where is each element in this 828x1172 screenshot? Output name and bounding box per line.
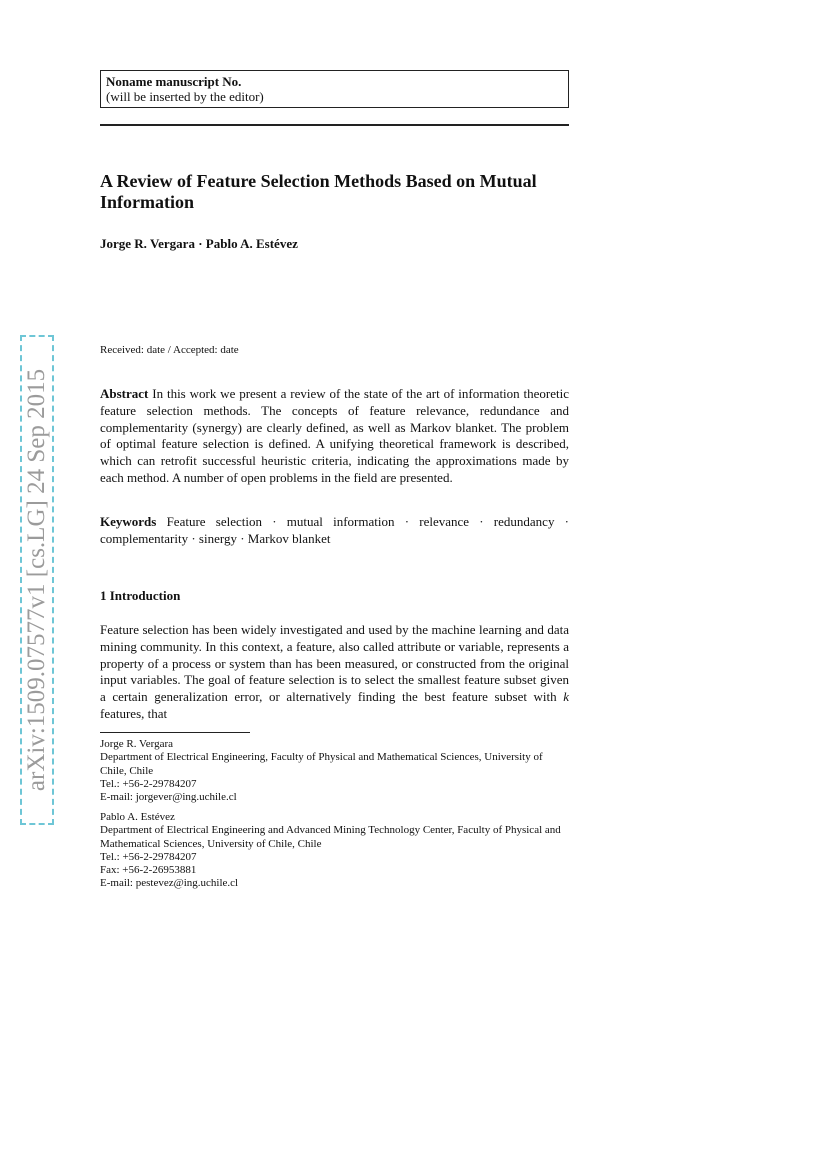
footnote-author-1 xyxy=(100,738,569,804)
keywords-text: Feature selection · mutual information · relevance · redundancy · complementarity · sinergy · Markov blanket xyxy=(100,514,570,546)
footnote-name: Pablo A. Estévez xyxy=(100,811,175,823)
introduction-paragraph xyxy=(100,622,569,723)
section-heading: 1 Introduction xyxy=(100,588,181,603)
abstract xyxy=(100,386,569,487)
editor-note: (will be inserted by the editor) xyxy=(106,89,264,104)
keywords xyxy=(100,514,569,548)
introduction-text-end: features, that xyxy=(100,705,168,721)
arxiv-stamp xyxy=(20,335,54,825)
abstract-label: Abstract xyxy=(100,386,149,401)
keywords-label: Keywords xyxy=(100,514,157,529)
editor-box xyxy=(100,70,569,108)
footnote-fax: Fax: +56-2-26953881 xyxy=(100,864,197,877)
abstract-text: In this work we present a review of the state of the art of information theoretic feature selection methods. The concepts of feature relevance, redundance and complementarity (synergy) are clearly defined, as well as Markov blanket. The problem of optimal feature selection is defined. A unifying theoretical framework is described, which can retrofit successful heuristic criteria, indicating the approximations made by each method. A number of open problems in the field are presented. xyxy=(100,386,570,485)
footnote-email: E-mail: jorgever@ing.uchile.cl xyxy=(100,791,237,804)
introduction-text: Feature selection has been widely investigated and used by the machine learning and data mining community. In this context, a feature, also called attribute or variable, represents a property of a process or system than has been measured, or constructed from the original input variables. The goal of feature selection is to select the smallest feature subset given a certain generalization error, or alternatively finding the best feature subset with xyxy=(100,622,569,705)
footnote-rule xyxy=(100,732,250,733)
footnote-tel: Tel.: +56-2-29784207 xyxy=(100,777,197,790)
introduction-k: k xyxy=(563,689,569,705)
footnote-name: Jorge R. Vergara xyxy=(100,738,174,750)
footnote-author-2 xyxy=(100,811,569,891)
manuscript-number: Noname manuscript No. xyxy=(106,74,242,89)
footnote-email: E-mail: pestevez@ing.uchile.cl xyxy=(100,877,239,890)
author-list: Jorge R. Vergara · Pablo A. Estévez xyxy=(100,236,298,251)
header-rule xyxy=(100,124,569,126)
footnote-tel: Tel.: +56-2-29784207 xyxy=(100,850,197,863)
paper-title: A Review of Feature Selection Methods Based on Mutual Information xyxy=(100,171,537,212)
footnote-affiliation: Department of Electrical Engineering and Advanced Mining Technology Center, Faculty of Physical and Mathematical Sciences, University of Chile, Chile xyxy=(100,824,561,850)
footnote-affiliation: Department of Electrical Engineering, Faculty of Physical and Mathematical Sciences, University of Chile, Chile xyxy=(100,751,543,777)
arxiv-stamp-text: arXiv:1509.07577v1 [cs.LG] 24 Sep 2015 xyxy=(23,368,50,792)
received-date: Received: date / Accepted: date xyxy=(100,344,239,356)
